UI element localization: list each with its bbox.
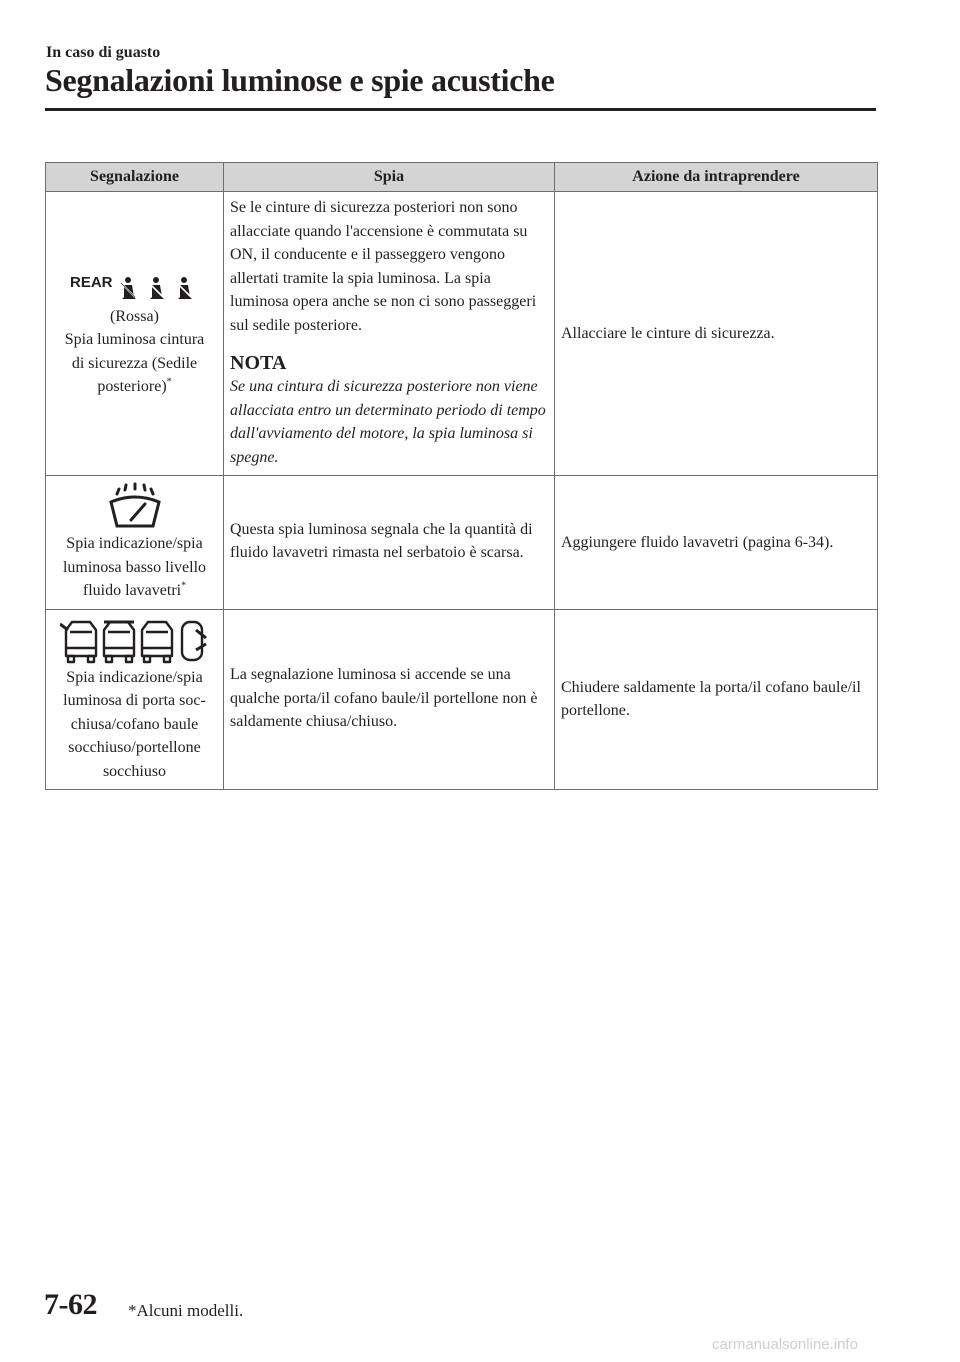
spia-text: La segnalazione luminosa si accende se una qualche porta/il cofano baule/il portellone non è saldamente chiusa/chiuso. (230, 666, 538, 730)
signal-line: di sicurezza (Sedile (71, 354, 198, 372)
spia-text: Se le cinture di sicurezza posteriori non sono allacciate quando l'accensione è commutata su ON, il conducente e il passeggero vengono allertati tramite la spia luminosa. La spia luminosa opera anche se non ci sono passeggeri sul sedile posteriore. (230, 199, 537, 334)
table-row (46, 609, 878, 790)
footnote: *Alcuni modelli. (128, 1301, 244, 1320)
column-header-spia: Spia (224, 163, 555, 192)
spia-cell (224, 192, 555, 476)
watermark: carmanualsonline.info (712, 1336, 858, 1353)
signal-line (50, 579, 219, 603)
signal-line: socchiuso (102, 762, 167, 780)
table-row (46, 192, 878, 476)
page-title: Segnalazioni luminose e spie acustiche (45, 62, 555, 98)
azione-cell: Aggiungere fluido lavavetri (pagina 6-34). (555, 476, 878, 610)
door-ajar-icon (60, 616, 210, 664)
footnote-mark: * (166, 376, 172, 388)
warning-lights-table (45, 162, 878, 790)
azione-cell: Chiudere saldamente la porta/il cofano baule/il portellone. (555, 609, 878, 790)
column-header-segnalazione: Segnalazione (46, 163, 224, 192)
rear-seat-belt-icon (70, 269, 200, 303)
signal-line: Spia indicazione/spia (66, 668, 203, 686)
section-label: In caso di guasto (46, 44, 161, 61)
signal-line: chiusa/cofano baule (70, 715, 199, 733)
page-number: 7-62 (44, 1288, 97, 1321)
signal-line-text: fluido lavavetri (82, 582, 182, 599)
column-header-azione: Azione da intraprendere (555, 163, 878, 192)
signal-cell (46, 192, 224, 476)
signal-line: luminosa di porta soc- (63, 692, 206, 709)
table-row (46, 476, 878, 610)
spia-cell (224, 476, 555, 610)
title-rule (45, 108, 876, 111)
spia-cell (224, 609, 555, 790)
signal-line: socchiuso/portellone (68, 739, 201, 756)
signal-line: Spia indicazione/spia (66, 535, 203, 552)
nota-title: NOTA (230, 352, 287, 374)
signal-line: luminosa basso livello (62, 558, 207, 576)
footnote-mark: * (181, 580, 187, 592)
azione-cell: Allacciare le cinture di sicurezza. (555, 192, 878, 476)
signal-line: (Rossa) (110, 307, 159, 325)
signal-line: Spia luminosa cintura (64, 331, 205, 348)
signal-line-text: posteriore) (97, 378, 167, 395)
signal-line (50, 375, 219, 399)
rear-icon-text: REAR (69, 273, 113, 291)
washer-fluid-icon (105, 482, 165, 530)
table-header-row (46, 163, 878, 192)
signal-cell (46, 476, 224, 610)
nota-text: Se una cintura di sicurezza posteriore non viene allacciata entro un determinato periodo di tempo dall'avviamento del motore, la spia luminosa si spegne. (230, 378, 546, 466)
signal-cell (46, 609, 224, 790)
spia-text: Questa spia luminosa segnala che la quantità di fluido lavavetri rimasta nel serbatoio è scarsa. (230, 520, 533, 562)
